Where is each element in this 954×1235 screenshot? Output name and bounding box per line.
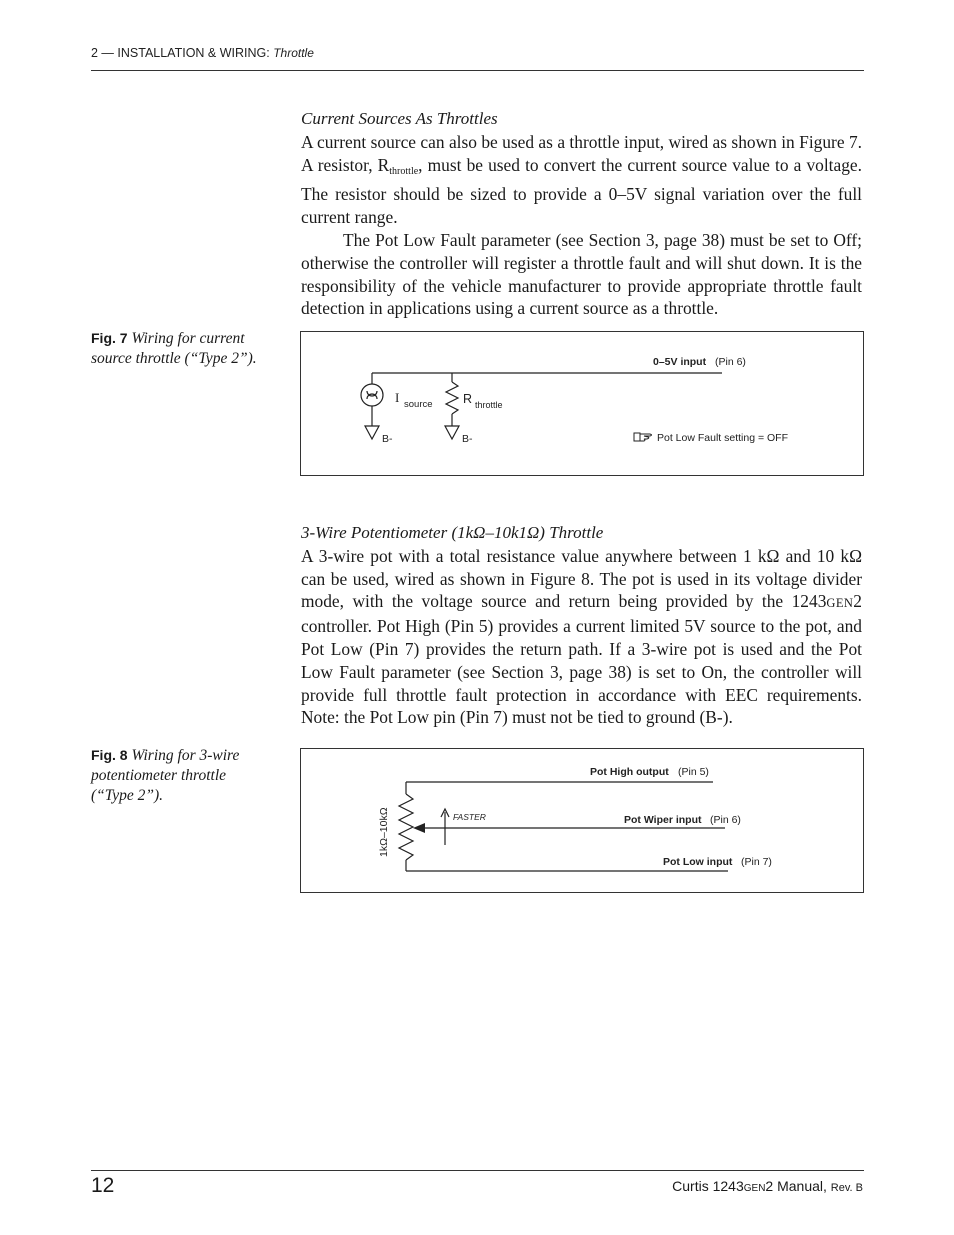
footer-revision: Rev. B xyxy=(830,1182,863,1194)
fig8-pot-wiper-pin: (Pin 6) xyxy=(710,814,741,826)
fig8-pot-high-pin: (Pin 5) xyxy=(678,766,709,778)
header-section: 2 — INSTALLATION & WIRING: xyxy=(91,46,270,60)
three-wire-pot-section xyxy=(301,522,862,729)
fig7-isource-subscript: source xyxy=(404,399,433,410)
figure-7-diagram xyxy=(300,331,864,476)
fig7-r-label: R xyxy=(463,392,473,406)
footer-rule xyxy=(91,1170,864,1171)
current-sources-section xyxy=(301,108,862,320)
three-wire-gen-smallcaps: GEN xyxy=(826,596,854,611)
fig8-pot-low-pin: (Pin 7) xyxy=(741,856,772,868)
footer-title-a: Curtis 1243 xyxy=(672,1178,744,1194)
current-sources-heading: Current Sources As Throttles xyxy=(301,109,498,128)
three-wire-p1-text-b: 2 controller. Pot High (Pin 5) provides a current limited 5V source to the pot, and Pot Low (Pin 7) provides the return path. If a 3-wire pot is used and the Pot Low Fault parameter (see Section 3, page 38) is set to On, the controller will provide full throttle fault protection in accordance with EEC requirements. Note: the Pot Low pin (Pin 7) must not be tied to ground (B-). xyxy=(301,591,862,728)
r-throttle-subscript: throttle xyxy=(389,165,419,177)
figure-7-label: Fig. 7 xyxy=(91,330,128,346)
footer-title-b: 2 Manual, xyxy=(765,1178,827,1194)
figure-7-schematic xyxy=(301,332,865,477)
current-source-symbol xyxy=(361,384,383,406)
fig7-isource-label: I xyxy=(395,390,400,405)
fig8-faster-label: FASTER xyxy=(453,812,486,822)
figure-8-caption-text: Wiring for 3-wire potentiometer throttle (“Type 2”). xyxy=(91,747,240,804)
fig7-input-pin: (Pin 6) xyxy=(715,356,746,368)
fig7-r-subscript: throttle xyxy=(475,400,503,410)
fig8-pot-high-label: Pot High output xyxy=(590,766,669,778)
figure-8-schematic xyxy=(301,749,865,894)
resistor-symbol xyxy=(446,382,458,414)
ground-left-symbol xyxy=(365,426,379,439)
figure-8-caption xyxy=(91,745,271,806)
ground-right-symbol xyxy=(445,426,459,439)
current-sources-p1-text-a: A current source can also be used as a throttle input, wired as shown in Figure 7. A resistor, R xyxy=(301,131,862,175)
current-sources-paragraph-2: The Pot Low Fault parameter (see Section 3, page 38) must be set to Off; otherwise the controller will register a throttle fault and will shut down. It is the responsibility of the vehicle manufacturer to provide appropriate throttle fault detection in applications using a current source as a throttle. xyxy=(301,229,862,319)
fig7-input-label: 0–5V input xyxy=(653,356,707,368)
fig8-pot-low-label: Pot Low input xyxy=(663,856,733,868)
potentiometer-symbol xyxy=(399,794,413,860)
page-number: 12 xyxy=(91,1174,115,1197)
wiper-arrow-head xyxy=(413,823,425,833)
figure-7-caption-text: Wiring for current source throttle (“Type 2”). xyxy=(91,330,257,367)
header-subsection: Throttle xyxy=(273,46,314,60)
current-sources-p1-text-b: , must be used to convert the current source value to a voltage. The resistor should be sized to provide a 0–5V signal variation over the full current range. xyxy=(301,154,862,228)
current-sources-paragraph-1 xyxy=(301,131,862,229)
three-wire-p1-text-a: A 3-wire pot with a total resistance value anywhere between 1 kΩ and 10 kΩ can be used, wired as shown in Figure 8. The pot is used in its voltage divider mode, with the voltage source and return being provided by the 1243 xyxy=(301,545,862,612)
fig7-ground-right-label: B- xyxy=(462,433,473,445)
figure-8-diagram xyxy=(300,748,864,893)
fig8-pot-wiper-label: Pot Wiper input xyxy=(624,814,702,826)
three-wire-pot-paragraph xyxy=(301,545,862,729)
three-wire-pot-heading: 3-Wire Potentiometer (1kΩ–10k1Ω) Throttle xyxy=(301,523,604,542)
header-rule xyxy=(91,70,864,71)
running-header xyxy=(91,46,314,60)
footer-title-gen: GEN xyxy=(743,1183,766,1194)
figure-8-label: Fig. 8 xyxy=(91,747,128,763)
figure-7-caption xyxy=(91,328,271,369)
footer-manual-title xyxy=(672,1178,863,1194)
fig7-ground-left-label: B- xyxy=(382,433,393,445)
fig8-pot-value-label: 1kΩ–10kΩ xyxy=(378,807,390,857)
fig7-note-text: Pot Low Fault setting = OFF xyxy=(657,432,789,444)
pointing-hand-icon xyxy=(634,433,652,441)
